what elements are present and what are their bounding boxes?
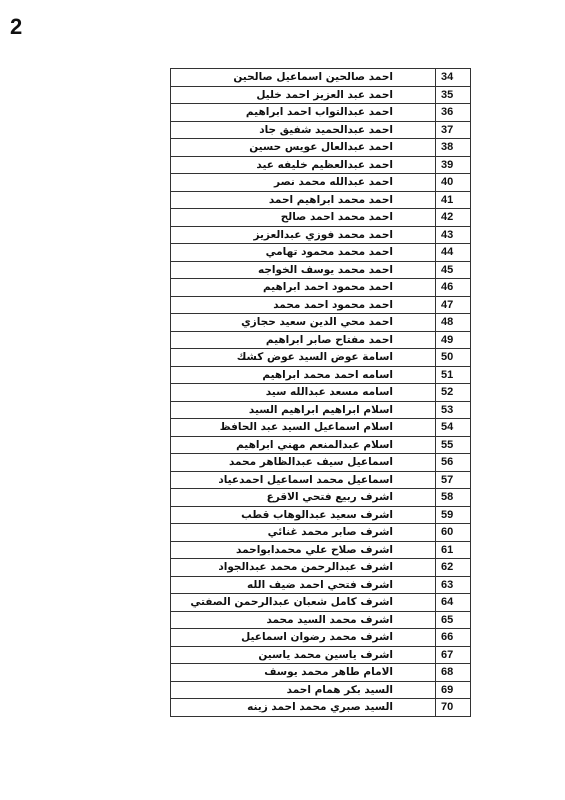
name-cell: اشرف فتحي احمد ضيف الله bbox=[171, 576, 436, 594]
number-cell: 52 bbox=[436, 384, 471, 402]
name-cell: احمد عبد العزيز احمد خليل bbox=[171, 86, 436, 104]
name-cell: احمد محمد محمود تهامي bbox=[171, 244, 436, 262]
name-cell: احمد محمود احمد محمد bbox=[171, 296, 436, 314]
number-cell: 57 bbox=[436, 471, 471, 489]
name-cell: اشرف صابر محمد غنائي bbox=[171, 524, 436, 542]
table-row bbox=[171, 646, 471, 664]
table-row bbox=[171, 629, 471, 647]
table-row bbox=[171, 349, 471, 367]
number-cell: 37 bbox=[436, 121, 471, 139]
number-cell: 34 bbox=[436, 69, 471, 87]
number-cell: 67 bbox=[436, 646, 471, 664]
name-cell: احمد محمود احمد ابراهيم bbox=[171, 279, 436, 297]
number-cell: 60 bbox=[436, 524, 471, 542]
name-cell: احمد محمد ابراهيم احمد bbox=[171, 191, 436, 209]
table-row bbox=[171, 681, 471, 699]
table-row bbox=[171, 86, 471, 104]
table-row bbox=[171, 139, 471, 157]
name-cell: الامام طاهر محمد يوسف bbox=[171, 664, 436, 682]
name-cell: اشرف محمد السيد محمد bbox=[171, 611, 436, 629]
table-row bbox=[171, 226, 471, 244]
name-cell: اسلام ابراهيم ابراهيم السيد bbox=[171, 401, 436, 419]
number-cell: 39 bbox=[436, 156, 471, 174]
name-cell: احمد صالحين اسماعيل صالحين bbox=[171, 69, 436, 87]
name-cell: اشرف ياسين محمد ياسين bbox=[171, 646, 436, 664]
number-cell: 53 bbox=[436, 401, 471, 419]
name-cell: احمد عبدالعظيم خليفه عيد bbox=[171, 156, 436, 174]
number-cell: 38 bbox=[436, 139, 471, 157]
table-row bbox=[171, 244, 471, 262]
name-cell: احمد عبدالتواب احمد ابراهيم bbox=[171, 104, 436, 122]
table-row bbox=[171, 156, 471, 174]
name-cell: اشرف سعيد عبدالوهاب قطب bbox=[171, 506, 436, 524]
table-row bbox=[171, 576, 471, 594]
name-cell: اسامة عوض السيد عوض كشك bbox=[171, 349, 436, 367]
table-row bbox=[171, 331, 471, 349]
table-row bbox=[171, 279, 471, 297]
table-row bbox=[171, 174, 471, 192]
table-row bbox=[171, 384, 471, 402]
page-number: 2 bbox=[10, 14, 23, 39]
number-cell: 42 bbox=[436, 209, 471, 227]
table-row bbox=[171, 506, 471, 524]
number-cell: 64 bbox=[436, 594, 471, 612]
name-cell: احمد عبدالله محمد نصر bbox=[171, 174, 436, 192]
name-cell: اشرف ربيع فتحي الاقرع bbox=[171, 489, 436, 507]
table-row bbox=[171, 366, 471, 384]
table-row bbox=[171, 261, 471, 279]
name-cell: احمد محمد احمد صالح bbox=[171, 209, 436, 227]
table-row bbox=[171, 419, 471, 437]
number-cell: 62 bbox=[436, 559, 471, 577]
name-cell: اسماعيل محمد اسماعيل احمدعياد bbox=[171, 471, 436, 489]
number-cell: 50 bbox=[436, 349, 471, 367]
table-row bbox=[171, 664, 471, 682]
number-cell: 58 bbox=[436, 489, 471, 507]
name-cell: السيد صبري محمد احمد زينه bbox=[171, 699, 436, 717]
number-cell: 55 bbox=[436, 436, 471, 454]
name-cell: احمد مفتاح صابر ابراهيم bbox=[171, 331, 436, 349]
number-cell: 41 bbox=[436, 191, 471, 209]
number-cell: 43 bbox=[436, 226, 471, 244]
name-cell: اسماعيل سيف عبدالظاهر محمد bbox=[171, 454, 436, 472]
table-row bbox=[171, 69, 471, 87]
number-cell: 66 bbox=[436, 629, 471, 647]
number-cell: 44 bbox=[436, 244, 471, 262]
table-row bbox=[171, 454, 471, 472]
number-cell: 56 bbox=[436, 454, 471, 472]
table-row bbox=[171, 121, 471, 139]
table-row bbox=[171, 489, 471, 507]
number-cell: 47 bbox=[436, 296, 471, 314]
table-row bbox=[171, 209, 471, 227]
number-cell: 61 bbox=[436, 541, 471, 559]
number-cell: 36 bbox=[436, 104, 471, 122]
table-row bbox=[171, 541, 471, 559]
table-row bbox=[171, 436, 471, 454]
name-cell: اسامه احمد محمد ابراهيم bbox=[171, 366, 436, 384]
name-cell: اسلام اسماعيل السيد عبد الحافظ bbox=[171, 419, 436, 437]
table-row bbox=[171, 191, 471, 209]
name-cell: اسامه مسعد عبدالله سيد bbox=[171, 384, 436, 402]
number-cell: 46 bbox=[436, 279, 471, 297]
number-cell: 48 bbox=[436, 314, 471, 332]
table-row bbox=[171, 471, 471, 489]
table-row bbox=[171, 296, 471, 314]
table-row bbox=[171, 314, 471, 332]
table-row bbox=[171, 104, 471, 122]
table-row bbox=[171, 594, 471, 612]
number-cell: 59 bbox=[436, 506, 471, 524]
number-cell: 68 bbox=[436, 664, 471, 682]
name-cell: اشرف كامل شعبان عبدالرحمن الصفتي bbox=[171, 594, 436, 612]
name-cell: احمد محمد فوزي عبدالعزيز bbox=[171, 226, 436, 244]
name-cell: اشرف محمد رضوان اسماعيل bbox=[171, 629, 436, 647]
name-cell: احمد عبدالحميد شفيق جاد bbox=[171, 121, 436, 139]
number-cell: 65 bbox=[436, 611, 471, 629]
number-cell: 51 bbox=[436, 366, 471, 384]
number-cell: 54 bbox=[436, 419, 471, 437]
names-table-body bbox=[171, 69, 471, 717]
name-cell: السيد بكر همام احمد bbox=[171, 681, 436, 699]
name-cell: اشرف عبدالرحمن محمد عبدالجواد bbox=[171, 559, 436, 577]
number-cell: 49 bbox=[436, 331, 471, 349]
name-cell: احمد عبدالعال عويس حسين bbox=[171, 139, 436, 157]
table-row bbox=[171, 699, 471, 717]
number-cell: 69 bbox=[436, 681, 471, 699]
table-row bbox=[171, 559, 471, 577]
number-cell: 63 bbox=[436, 576, 471, 594]
table-row bbox=[171, 611, 471, 629]
number-cell: 35 bbox=[436, 86, 471, 104]
name-cell: احمد محمد يوسف الخواجه bbox=[171, 261, 436, 279]
name-cell: احمد محي الدين سعيد حجازي bbox=[171, 314, 436, 332]
number-cell: 70 bbox=[436, 699, 471, 717]
number-cell: 45 bbox=[436, 261, 471, 279]
name-cell: اسلام عبدالمنعم مهني ابراهيم bbox=[171, 436, 436, 454]
name-cell: اشرف صلاح علي محمدابواحمد bbox=[171, 541, 436, 559]
table-row bbox=[171, 401, 471, 419]
names-table bbox=[170, 68, 471, 717]
table-row bbox=[171, 524, 471, 542]
number-cell: 40 bbox=[436, 174, 471, 192]
